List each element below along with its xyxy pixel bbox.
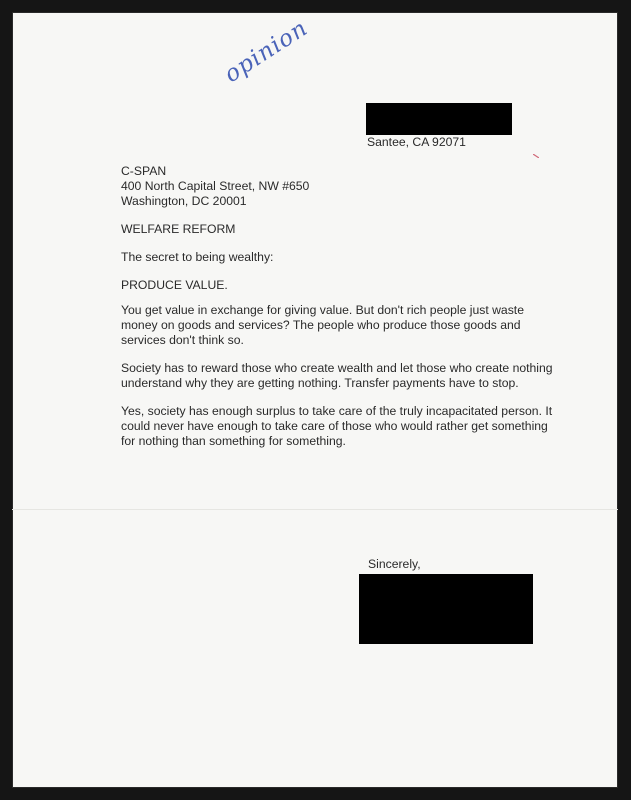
redacted-sender-name: [366, 103, 512, 135]
closing-salutation: Sincerely,: [368, 557, 421, 571]
recipient-city-line: Washington, DC 20001: [121, 194, 247, 208]
body-paragraph: Society has to reward those who create wealth and let those who create nothing understand why they are getting nothing. Transfer payments have to stop.: [121, 361, 553, 390]
recipient-street: 400 North Capital Street, NW #650: [121, 179, 310, 193]
sender-city-line: Santee, CA 92071: [367, 135, 466, 149]
recipient-name: C-SPAN: [121, 164, 167, 178]
letter-subject: WELFARE REFORM: [121, 222, 236, 236]
body-paragraph: You get value in exchange for giving value. But don't rich people just waste money on goods and services? The people who produce those goods and services don't think so.: [121, 303, 524, 347]
body-paragraph: Yes, society has enough surplus to take care of the truly incapacitated person. It could never have enough to take care of those who would rather get something for nothing than something for something.: [121, 404, 553, 448]
handwritten-note: opinion: [219, 15, 313, 89]
paper-fold-line: [12, 509, 618, 510]
redacted-signature: [359, 574, 533, 644]
letter-page: [12, 12, 618, 788]
pen-mark: [533, 154, 539, 158]
letter-headline: PRODUCE VALUE.: [121, 278, 228, 292]
letter-lead: The secret to being wealthy:: [121, 250, 274, 264]
